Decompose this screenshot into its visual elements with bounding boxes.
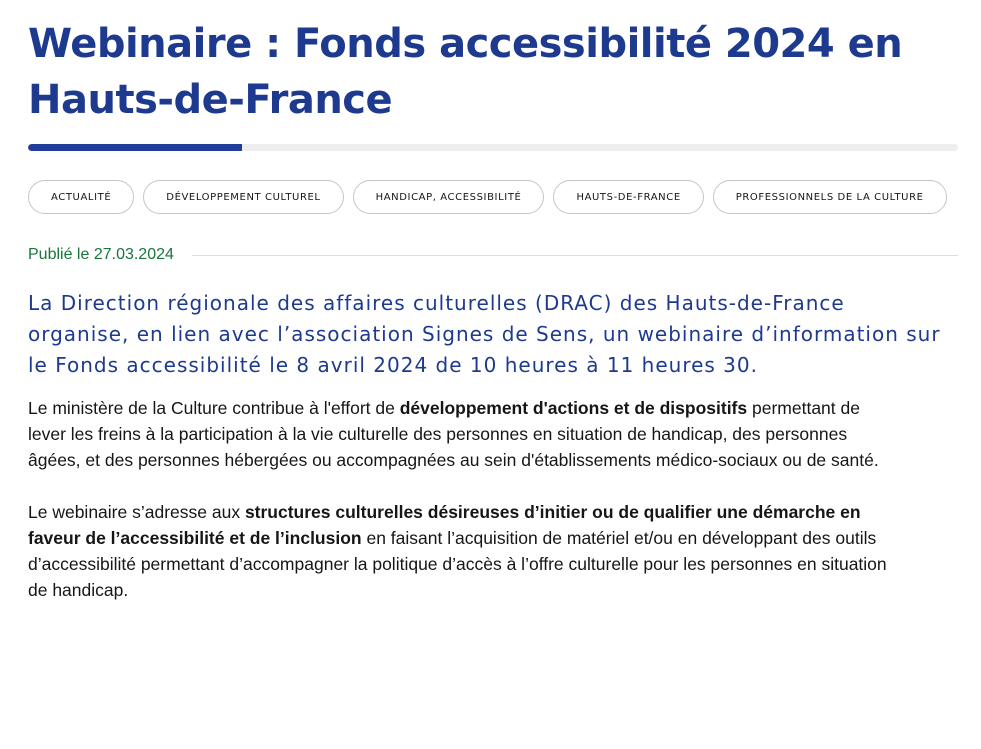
article-lead: La Direction régionale des affaires culturelles (DRAC) des Hauts-de-France organise, en lien avec l’association Signes de Sens, un webinaire d’information sur le Fonds accessibilité le 8 avril 2024 de 10 heures à 11 heures 30. (28, 291, 941, 377)
paragraph-bold-text: structures culturelles désireuses d’initier ou de qualifier une démarche en faveur de l’accessibilité et de l’inclusion (28, 502, 861, 548)
publication-date: Publié le 27.03.2024 (28, 246, 174, 263)
reading-progress-bar (28, 144, 958, 151)
paragraph-text: Le ministère de la Culture contribue à l'effort de (28, 398, 400, 418)
tag-hauts-de-france[interactable]: HAUTS-DE-FRANCE (553, 180, 703, 214)
publication-date-row (28, 246, 958, 264)
tag-developpement-culturel[interactable]: DÉVELOPPEMENT CULTUREL (143, 180, 343, 214)
tag-professionnels-de-la-culture[interactable]: PROFESSIONNELS DE LA CULTURE (713, 180, 947, 214)
tag-actualite[interactable]: ACTUALITÉ (28, 180, 134, 214)
tag-list (28, 180, 958, 214)
reading-progress-fill (28, 144, 242, 151)
body-paragraph (28, 395, 898, 473)
paragraph-text: en faisant l’acquisition de matériel et/ou en développant des outils d’accessibilité permettant d’accompagner la politique d’accès à l’offre culturelle pour les personnes en situation de handicap. (28, 528, 887, 600)
tag-handicap-accessibilite[interactable]: HANDICAP, ACCESSIBILITÉ (353, 180, 545, 214)
divider (192, 255, 958, 256)
paragraph-bold-text: développement d'actions et de dispositifs (399, 398, 748, 418)
page-title: Webinaire : Fonds accessibilité 2024 en Hauts-de-France (28, 21, 903, 123)
paragraph-text: Le webinaire s’adresse aux (28, 502, 245, 522)
paragraph-text: permettant de lever les freins à la participation à la vie culturelle des personnes en situation de handicap, des personnes âgées, et des personnes hébergées ou accompagnées au sein d'établissements médico-sociaux ou de santé. (28, 398, 879, 470)
body-paragraph (28, 499, 898, 603)
